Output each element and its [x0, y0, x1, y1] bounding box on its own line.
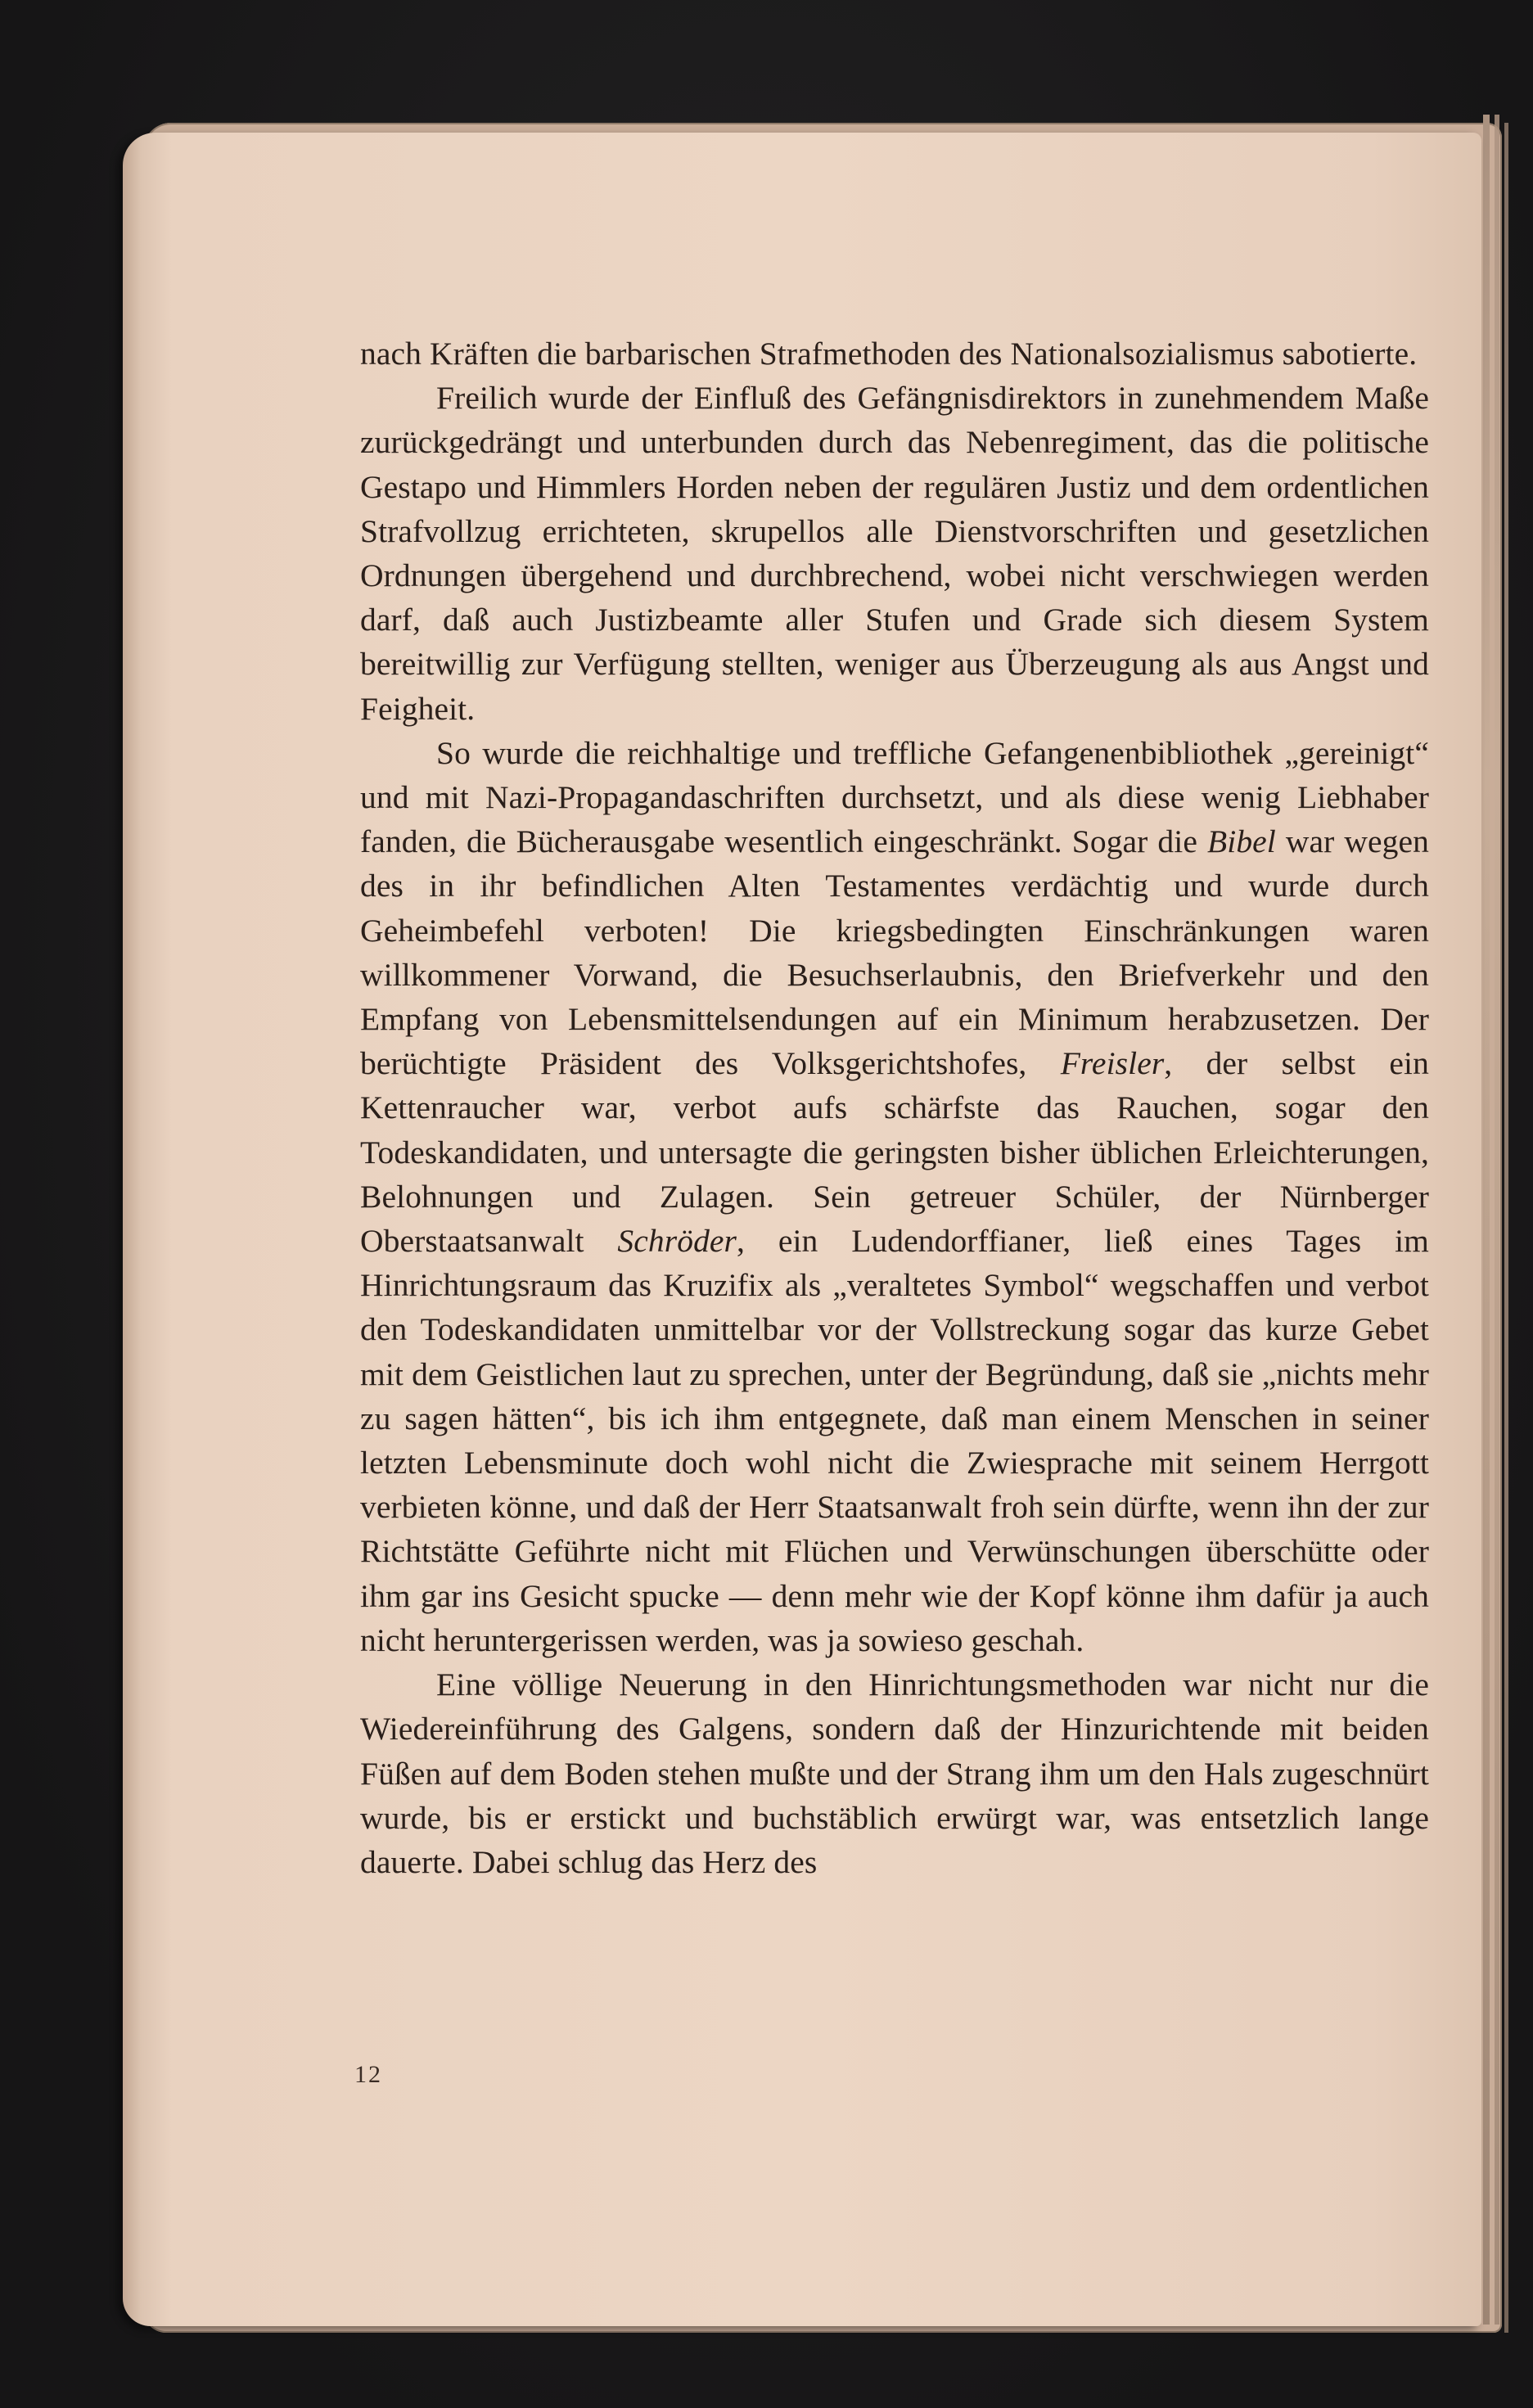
body-text	[360, 331, 1429, 1884]
page-number: 12	[354, 2061, 382, 2088]
page-edge	[1504, 123, 1508, 2333]
paragraph-2: Freilich wurde der Einfluß des Gefängnisdirektors in zunehmendem Maße zurückgedrängt und unterbunden durch das Nebenregiment, das die politische Gestapo und Himmlers Horden neben der regulären Justiz und dem ordentlichen Strafvollzug errichteten, skrupellos alle Dienstvorschriften und gesetzlichen Ordnungen übergehend und durchbrechend, wobei nicht verschwiegen werden darf, daß auch Justizbeamte aller Stufen und Grade sich diesem System bereitwillig zur Verfügung stellten, weniger aus Überzeugung als aus Angst und Feigheit.	[360, 380, 1429, 727]
paragraph-1: nach Kräften die barbarischen Strafmethoden des Nationalsozialismus sabotierte.	[360, 336, 1418, 372]
paragraph-4: Eine völlige Neuerung in den Hinrichtungsmethoden war nicht nur die Wiedereinführung des Galgens, sondern daß der Hinzurichtende mit beiden Füßen auf dem Boden stehen mußte und der Strang ihm um den Hals zugeschnürt wurde, bis er erstickt und buchstäblich erwürgt war, was entsetzlich lange dauerte. Dabei schlug das Herz des	[360, 1666, 1429, 1880]
page-edge	[1483, 115, 1490, 2325]
page-edge	[1495, 115, 1499, 2325]
paragraph-3: So wurde die reichhaltige und treffliche Gefangenenbibliothek „gereinigt“ und mit Nazi-Propagandaschriften durchsetzt, und als diese wenig Liebhaber fanden, die Bücherausgabe wesentlich eingeschränkt. Sogar die Bibel war wegen des in ihr befindlichen Alten Testamentes verdächtig und wurde durch Geheimbefehl verboten! Die kriegsbedingten Einschränkungen waren willkommener Vorwand, die Besuchserlaubnis, den Briefverkehr und den Empfang von Lebensmittelsendungen auf ein Minimum herabzusetzen. Der berüchtigte Präsident des Volksgerichtshofes, Freisler, der selbst ein Kettenraucher war, verbot aufs schärfste das Rauchen, sogar den Todeskandidaten, und untersagte die geringsten bisher üblichen Erleichterungen, Belohnungen und Zulagen. Sein getreuer Schüler, der Nürnberger Oberstaatsanwalt Schröder, ein Ludendorffianer, ließ eines Tages im Hinrichtungsraum das Kruzifix als „veraltetes Symbol“ wegschaffen und verbot den Todeskandidaten unmittelbar vor der Vollstreckung sogar das kurze Gebet mit dem Geistlichen laut zu sprechen, unter der Begründung, daß sie „nichts mehr zu sagen hätten“, bis ich ihm entgegnete, daß man einem Menschen in seiner letzten Lebensminute doch wohl nicht die Zwiesprache mit seinem Herrgott verbieten könne, und daß der Herr Staatsanwalt froh sein dürfte, wenn ihn der zur Richtstätte Geführte nicht mit Flüchen und Verwünschungen überschütte oder ihm gar ins Gesicht spucke — denn mehr wie der Kopf könne ihm dafür ja auch nicht heruntergerissen werden, was ja sowieso geschah.	[360, 734, 1429, 1658]
